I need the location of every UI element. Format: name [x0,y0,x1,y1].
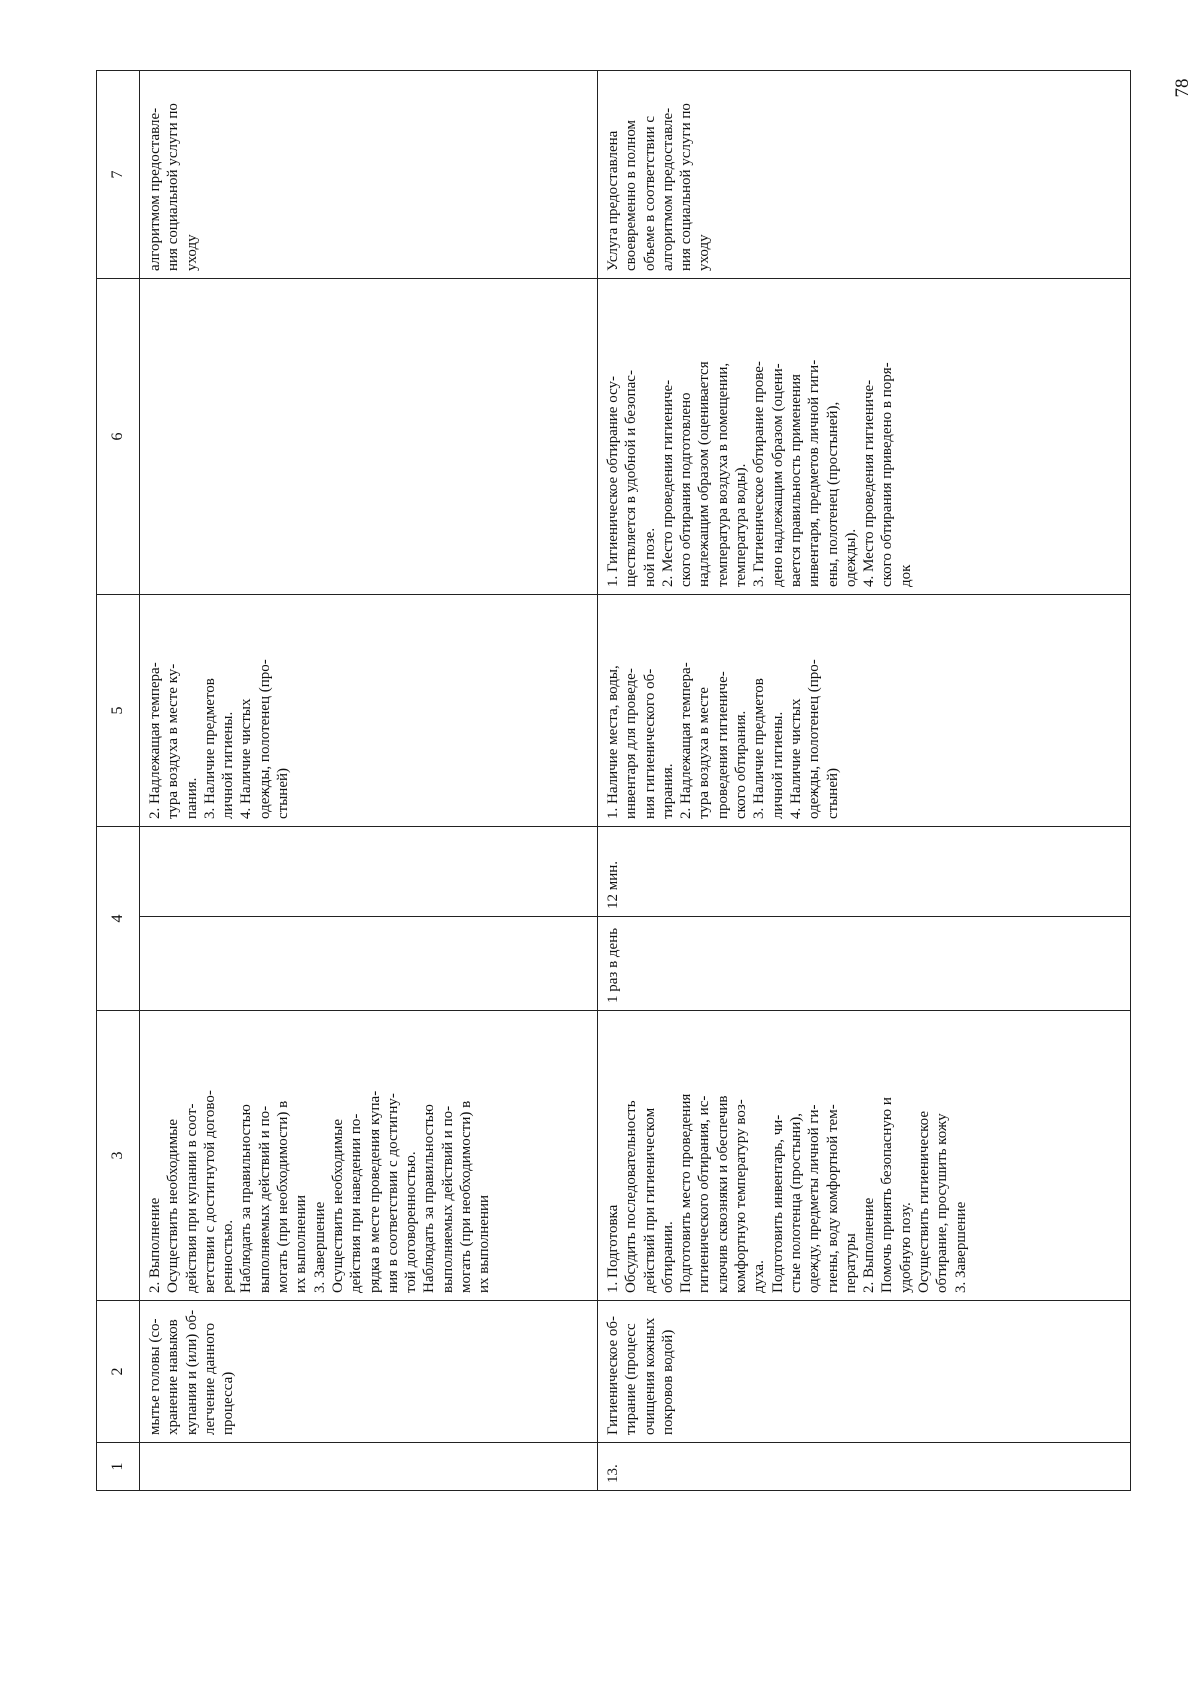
column-header-6: 6 [97,279,140,595]
frequency-cell: 1 раз в день [598,917,1131,1011]
column-header-2: 2 [97,1301,140,1443]
column-header-3: 3 [97,1011,140,1301]
duration-cell [140,827,598,917]
conditions-cell: 2. Надлежащая темпера- тура воздуха в месте ку- пания. 3. Наличие предметов личной гигиены. 4. Наличие чистых одежды, полотенец (про- стыней) [140,595,598,827]
duration-cell: 12 мин. [598,827,1131,917]
rotated-page-content [96,71,1101,1491]
social-services-table [96,70,1131,1491]
result-evaluation-cell: Услуга предоставлена своевременно в полном объеме в соответствии с алгоритмом предоставле- ния социальной услуги по уходу [598,71,1131,279]
frequency-cell [140,917,598,1011]
column-header-5: 5 [97,595,140,827]
column-number-row [97,71,140,1491]
column-header-7: 7 [97,71,140,279]
page-number: 78 [1172,78,1193,98]
service-name-cell: мытье головы (со- хранение навыков купания и (или) об- легчение данного процесса) [140,1301,598,1443]
column-header-4: 4 [97,827,140,1011]
row-number-cell [140,1443,598,1491]
quality-indicators-cell: 1. Гигиеническое обтирание осу- ществляется в удобной и безопас- ной позе. 2. Место проведения гигиениче- ского обтирания подготовлено надлежащим образом (оценивается температура воздуха в помещении, температура воды). 3. Гигиеническое обтирание прове- дено надлежащим образом (оцени- вается правильность применения инвентаря, предметов личной гиги- ены, полотенец (простыней), одежды). 4. Место проведения гигиениче- ского обтирания приведено в поря- док [598,279,1131,595]
service-name-cell: Гигиеническое об- тирание (процесс очищения кожных покровов водой) [598,1301,1131,1443]
conditions-cell: 1. Наличие места, воды, инвентаря для проведе- ния гигиенического об- тирания. 2. Надлежащая темпера- тура воздуха в месте проведения гигиениче- ского обтирания. 3. Наличие предметов личной гигиены. 4. Наличие чистых одежды, полотенец (про- стыней) [598,595,1131,827]
column-header-1: 1 [97,1443,140,1491]
procedure-cell: 2. Выполнение Осуществить необходимые действия при купании в соот- ветствии с достигнутой догово- ренностью. Наблюдать за правильностью выполняемых действий и по- могать (при необходимости) в их выполнении 3. Завершение Осуществить необходимые действия при наведении по- рядка в месте проведения купа- ния в соответствии с достигну- той договоренностью. Наблюдать за правильностью выполняемых действий и по- могать (при необходимости) в их выполнении [140,1011,598,1301]
table-row [140,71,598,1491]
procedure-cell: 1. Подготовка Обсудить последовательность действий при гигиеническом обтирании. Подготовить место проведения гигиенического обтирания, ис- ключив сквозняки и обеспечив комфортную температуру воз- духа. Подготовить инвентарь, чи- стые полотенца (простыни), одежду, предметы личной ги- гиены, воду комфортной тем- пературы 2. Выполнение Помочь принять безопасную и удобную позу. Осуществить гигиеническое обтирание, просушить кожу 3. Завершение [598,1011,1131,1301]
table-row [598,71,1131,1491]
result-evaluation-cell: алгоритмом предоставле- ния социальной услуги по уходу [140,71,598,279]
quality-indicators-cell [140,279,598,595]
row-number-cell: 13. [598,1443,1131,1491]
